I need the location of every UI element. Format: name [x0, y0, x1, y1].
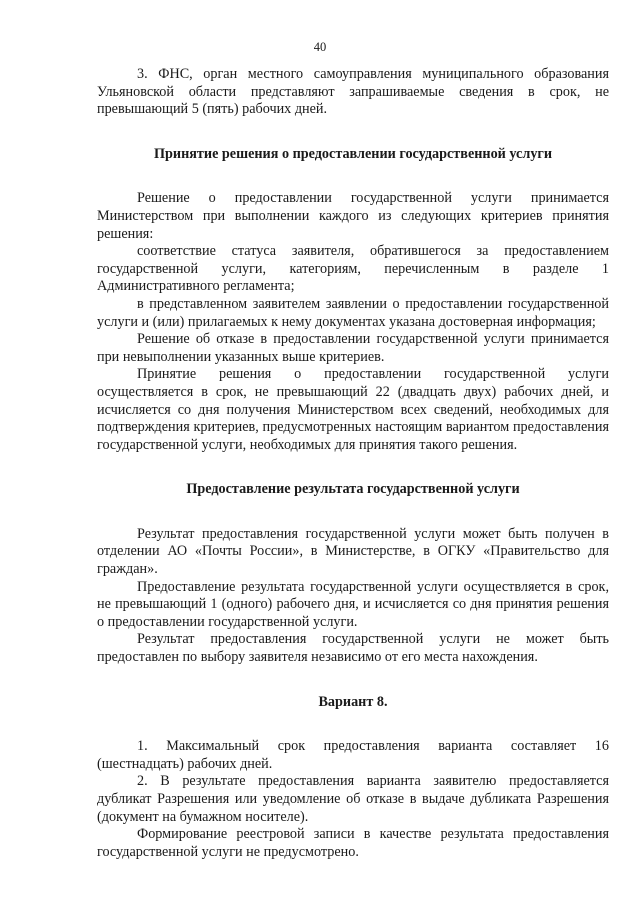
paragraph-decision-deadline: Принятие решения о предоставлении государственной услуги осуществляется в срок, не превышающий 22 (двадцать двух) рабочих дней, и исчисляется со дня получения Министерством всех сведений, необходимых для подтверждения критериев, предусмотренных настоящим вариантом предоставления государственной услуги, необходимых для принятия такого решения. [97, 366, 609, 453]
paragraph-decision-criteria-intro: Решение о предоставлении государственной услуги принимается Министерством при выполнении каждого из следующих критериев принятия решения: [97, 190, 609, 242]
heading-variant-8: Вариант 8. [318, 693, 388, 710]
heading-decision-making: Принятие решения о предоставлении государственной услуги [153, 145, 553, 162]
page-number: 40 [313, 40, 327, 54]
paragraph-variant-max-term: 1. Максимальный срок предоставления варианта составляет 16 (шестнадцать) рабочих дней. [97, 738, 609, 772]
paragraph-refusal-decision: Решение об отказе в предоставлении государственной услуги принимается при невыполнении указанных выше критериев. [97, 331, 609, 365]
paragraph-registry-record: Формирование реестровой записи в качестве результата предоставления государственной услуги не предусмотрено. [97, 826, 609, 860]
heading-result-delivery: Предоставление результата государственной услуги [186, 481, 520, 498]
paragraph-result-locations: Результат предоставления государственной услуги может быть получен в отделении АО «Почты России», в Министерстве, в ОГКУ «Правительство для граждан». [97, 525, 609, 578]
paragraph-fns-response-deadline: 3. ФНС, орган местного самоуправления муниципального образования Ульяновской области представляют запрашиваемые сведения в срок, не превышающий 5 (пять) рабочих дней. [97, 66, 609, 118]
paragraph-result-deadline: Предоставление результата государственной услуги осуществляется в срок, не превышающий 1 (одного) рабочего дня, и исчисляется со дня принятия решения о предоставлении государственной услуги. [97, 578, 609, 630]
paragraph-variant-result: 2. В результате предоставления варианта заявителю предоставляется дубликат Разрешения или уведомление об отказе в выдаче дубликата Разрешения (документ на бумажном носителе). [97, 773, 609, 825]
paragraph-criterion-reliable-information: в представленном заявителем заявлении о предоставлении государственной услуги и (или) прилагаемых к нему документах указана достоверная информация; [97, 295, 609, 330]
paragraph-result-location-independence: Результат предоставления государственной услуги не может быть предоставлен по выбору заявителя независимо от его места нахождения. [97, 631, 609, 666]
paragraph-criterion-applicant-status: соответствие статуса заявителя, обратившегося за предоставлением государственной услуги, категориям, перечисленным в разделе 1 Административного регламента; [97, 243, 609, 295]
document-body [97, 66, 609, 861]
